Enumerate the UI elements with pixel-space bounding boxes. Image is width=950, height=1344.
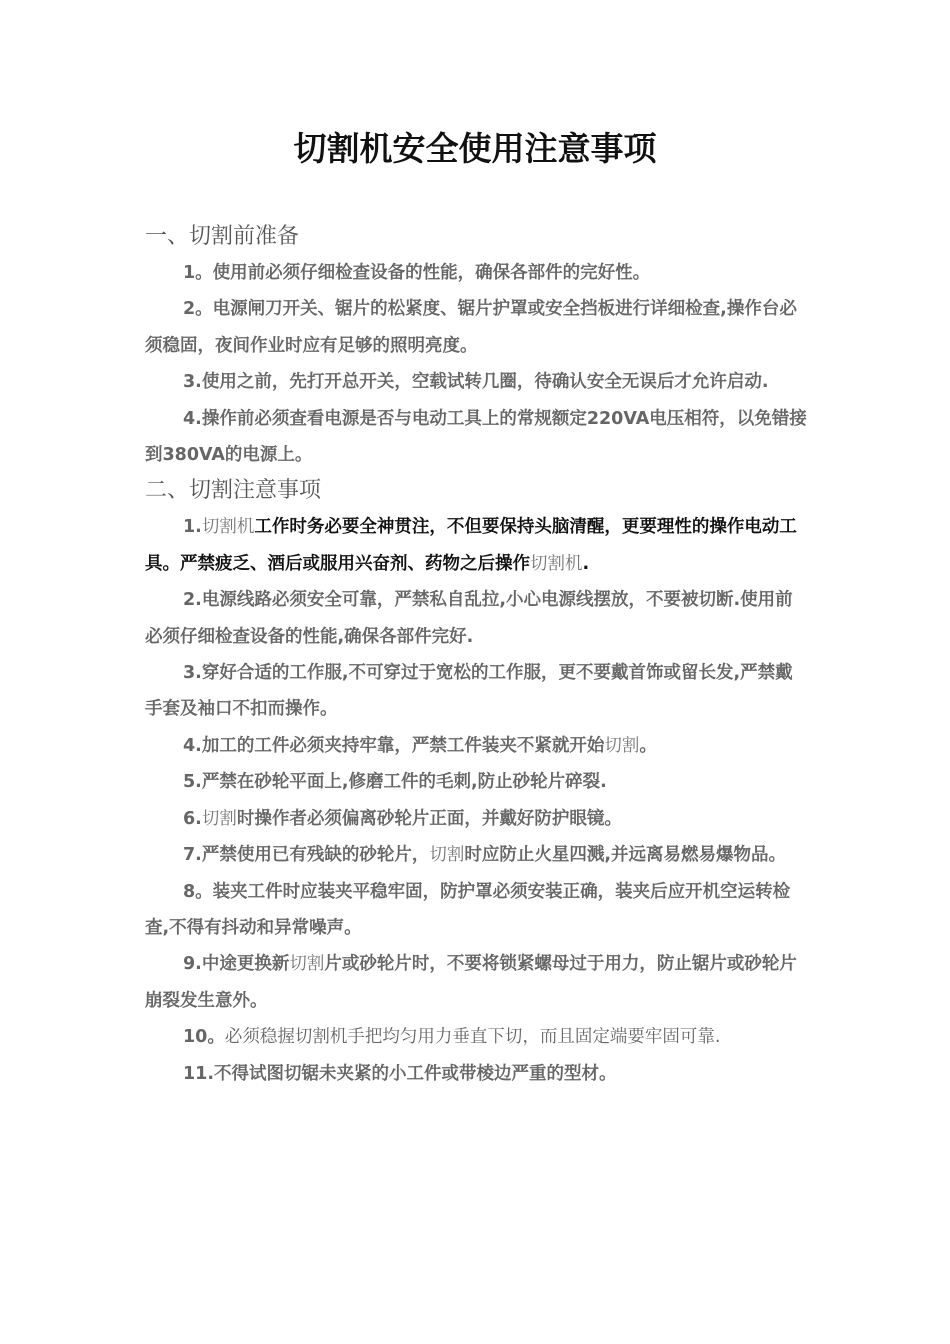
cut-item-1-num: 1. xyxy=(183,517,202,538)
prep-item-3: 3.使用之前，先打开总开关，空载试转几圈，待确认安全无误后才允许启动. xyxy=(183,372,769,393)
cut-item-1-machine-a: 切割机 xyxy=(201,517,255,538)
section-heading-preparation: 一、切割前准备 xyxy=(145,224,300,249)
prep-item-4: 4.操作前必须查看电源是否与电动工具上的常规额定220VA电压相符，以免错接到380VA的电源上。 xyxy=(145,408,807,466)
cut-item-4-text: 4.加工的工件必须夹持牢靠，严禁工件装夹不紧就开始 xyxy=(183,735,605,756)
cut-item-1-machine-b: 切割机 xyxy=(530,553,583,574)
cut-item-10 xyxy=(145,1019,810,1055)
cut-item-1 xyxy=(145,509,810,582)
cut-item-5: 5.严禁在砂轮平面上,修磨工件的毛刺,防止砂轮片碎裂. xyxy=(183,772,607,793)
cut-item-10-text: 必须稳握切割机手把均匀用力垂直下切，而且固定端要牢固可靠. xyxy=(224,1027,721,1048)
cut-item-9-rest: 片或砂轮片时，不要将锁紧螺母过于用力，防止锯片或砂轮片崩裂发生意外。 xyxy=(145,954,797,1011)
cut-item-6-text: 时操作者必须偏离砂轮片正面，并戴好防护眼镜。 xyxy=(236,808,622,829)
document-title: 切割机安全使用注意事项 xyxy=(293,129,657,168)
document-body xyxy=(145,219,810,1092)
cut-item-2: 2.电源线路必须安全可靠，严禁私自乱拉,小心电源线摆放，不要被切断.使用前必须仔细检查设备的性能,确保各部件完好. xyxy=(145,590,793,647)
prep-item-1: 1。使用前必须仔细检查设备的性能，确保各部件的完好性。 xyxy=(183,263,651,283)
cut-item-7-text: 7.严禁使用已有残缺的砂轮片， xyxy=(183,845,430,866)
cut-item-6-cut: 切割 xyxy=(201,808,237,829)
cut-item-9 xyxy=(145,946,810,1019)
cut-item-4-end: 。 xyxy=(639,735,657,756)
cut-item-11: 11.不得试图切锯未夹紧的小工件或带棱边严重的型材。 xyxy=(183,1063,617,1084)
cut-item-4-cut: 切割 xyxy=(604,735,640,756)
cut-item-1-body: 工作时务必要全神贯注，不但要保持头脑清醒，更要理性的操作电动工具。严禁疲乏、酒后或服用兴奋剂、药物之后操作 xyxy=(145,517,797,574)
cut-item-4 xyxy=(145,728,810,764)
cut-item-6 xyxy=(145,801,810,837)
cut-item-10-num: 10。 xyxy=(183,1027,225,1048)
cut-item-9-text: 9.中途更换新 xyxy=(183,954,290,975)
cut-item-7 xyxy=(145,837,810,873)
cut-item-1-end: . xyxy=(582,553,590,574)
prep-item-2: 2。电源闸刀开关、锯片的松紧度、锯片护罩或安全挡板进行详细检查,操作台必须稳固，夜间作业时应有足够的照明亮度。 xyxy=(145,299,797,356)
cut-item-8: 8。装夹工件时应装夹平稳牢固，防护罩必须安装正确，装夹后应开机空运转检查,不得有抖动和异常噪声。 xyxy=(145,881,791,938)
cut-item-7-rest: 时应防止火星四溅,并远离易燃易爆物品。 xyxy=(464,845,786,866)
cut-item-7-cut: 切割 xyxy=(429,845,465,866)
cut-item-3: 3.穿好合适的工作服,不可穿过于宽松的工作服，更不要戴首饰或留长发,严禁戴手套及袖口不扣而操作。 xyxy=(145,663,793,720)
cut-item-6-num: 6. xyxy=(183,808,202,829)
section-heading-cutting: 二、切割注意事项 xyxy=(145,478,322,504)
cut-item-9-cut: 切割 xyxy=(289,954,325,975)
